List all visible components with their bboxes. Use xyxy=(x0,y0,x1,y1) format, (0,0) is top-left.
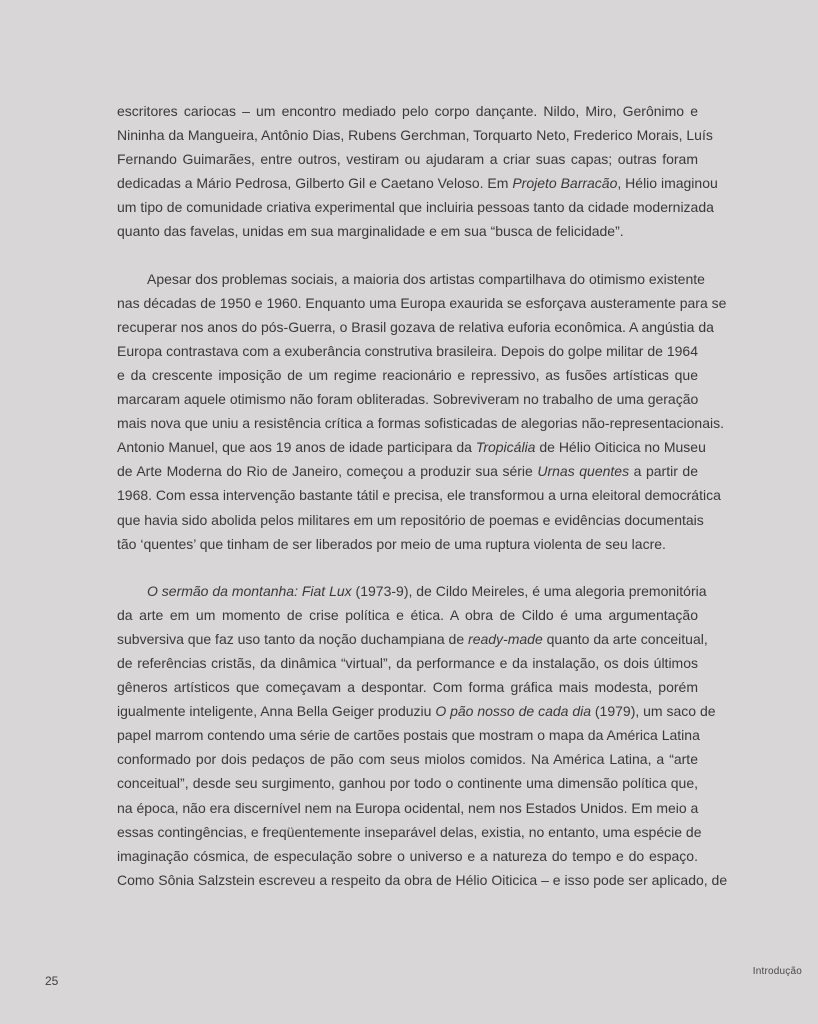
text-line: igualmente inteligente, Anna Bella Geiger produziu O pão nosso de cada dia (1979), um saco de xyxy=(117,703,716,720)
text-line: mais nova que uniu a resistência crítica a formas sofisticadas de alegorias não-representacionais. xyxy=(117,415,724,432)
page-number: 25 xyxy=(45,974,59,988)
work-title: O sermão da montanha: Fiat Lux xyxy=(147,582,352,599)
text-line: Apesar dos problemas sociais, a maioria dos artistas compartilhava do otimismo existente xyxy=(147,270,705,287)
text-line: conceitual”, desde seu surgimento, ganhou por todo o continente uma dimensão política que, xyxy=(117,775,698,792)
text-line: de Arte Moderna do Rio de Janeiro, começou a produzir sua série Urnas quentes a partir de xyxy=(117,463,698,480)
text-line: Antonio Manuel, que aos 19 anos de idade participara da Tropicália de Hélio Oiticica no Museu xyxy=(117,439,706,456)
work-title: Urnas quentes xyxy=(537,463,630,480)
text-line: Fernando Guimarães, entre outros, vestiram ou ajudaram a criar suas capas; outras foram xyxy=(117,151,698,168)
paragraph-gap xyxy=(117,244,698,267)
text-line: escritores cariocas – um encontro mediado pelo corpo dançante. Nildo, Miro, Gerônimo e xyxy=(117,103,698,119)
paragraph-gap xyxy=(117,556,698,579)
text-line: Como Sônia Salzstein escreveu a respeito da obra de Hélio Oiticica – e isso pode ser aplicado, de xyxy=(117,871,728,888)
text-line: nas décadas de 1950 e 1960. Enquanto uma Europa exaurida se esforçava austeramente para se xyxy=(117,294,727,311)
text-line: marcaram aquele otimismo não foram obliteradas. Sobreviveram no trabalho de uma geração xyxy=(117,391,699,408)
text-line: 1968. Com essa intervenção bastante tátil e precisa, ele transformou a urna eleitoral democrática xyxy=(117,487,721,504)
text-line: e da crescente imposição de um regime reacionário e repressivo, as fusões artísticas que xyxy=(117,366,698,383)
text-line: um tipo de comunidade criativa experimental que incluiria pessoas tanto da cidade modernizada xyxy=(117,199,714,216)
text-line: da arte em um momento de crise política e ética. A obra de Cildo é uma argumentação xyxy=(117,606,698,623)
paragraph-1 xyxy=(117,99,718,244)
text-line: tão ‘quentes’ que tinham de ser liberados por meio de uma ruptura violenta de seu lacre. xyxy=(117,535,666,552)
work-title: Tropicália xyxy=(475,439,536,456)
running-footer: Introdução xyxy=(752,966,802,977)
text-line: subversiva que faz uso tanto da noção duchampiana de ready-made quanto da arte conceitual, xyxy=(117,630,708,647)
text-line: O sermão da montanha: Fiat Lux (1973-9), de Cildo Meireles, é uma alegoria premonitória xyxy=(147,582,707,599)
text-line: que havia sido abolida pelos militares em um repositório de poemas e evidências documentais xyxy=(117,511,704,528)
text-line: dedicadas a Mário Pedrosa, Gilberto Gil e Caetano Veloso. Em Projeto Barracão, Hélio imaginou xyxy=(117,175,718,192)
text-line: essas contingências, e freqüentemente inseparável delas, existia, no entanto, uma espécie de xyxy=(117,823,702,840)
text-line: quanto das favelas, unidas em sua marginalidade e em sua “busca de felicidade”. xyxy=(117,223,624,240)
text-line: papel marrom contendo uma série de cartões postais que mostram o mapa da América Latina xyxy=(117,727,700,744)
paragraph-2 xyxy=(117,267,727,556)
text-line: Nininha da Mangueira, Antônio Dias, Rubens Gerchman, Torquarto Neto, Frederico Morais, Luís xyxy=(117,127,713,144)
work-title: O pão nosso de cada dia xyxy=(435,703,591,720)
text-line: Europa contrastava com a exuberância construtiva brasileira. Depois do golpe militar de 1964 xyxy=(117,342,698,359)
text-line: na época, não era discernível nem na Europa ocidental, nem nos Estados Unidos. Em meio a xyxy=(117,799,699,816)
work-title: ready-made xyxy=(468,630,543,647)
paragraph-3 xyxy=(117,579,728,892)
text-line: de referências cristãs, da dinâmica “virtual”, da performance e da instalação, os dois últimos xyxy=(117,654,698,671)
text-line: imaginação cósmica, de especulação sobre o universo e a natureza do tempo e do espaço. xyxy=(117,847,698,864)
text-line: recuperar nos anos do pós-Guerra, o Brasil gozava de relativa euforia econômica. A angústia da xyxy=(117,318,714,335)
work-title: Projeto Barracão xyxy=(512,175,618,192)
text-line: gêneros artísticos que começavam a despontar. Com forma gráfica mais modesta, porém xyxy=(117,679,698,696)
body-text xyxy=(117,99,728,892)
text-line: conformado por dois pedaços de pão com seus miolos comidos. Na América Latina, a “arte xyxy=(117,751,698,768)
